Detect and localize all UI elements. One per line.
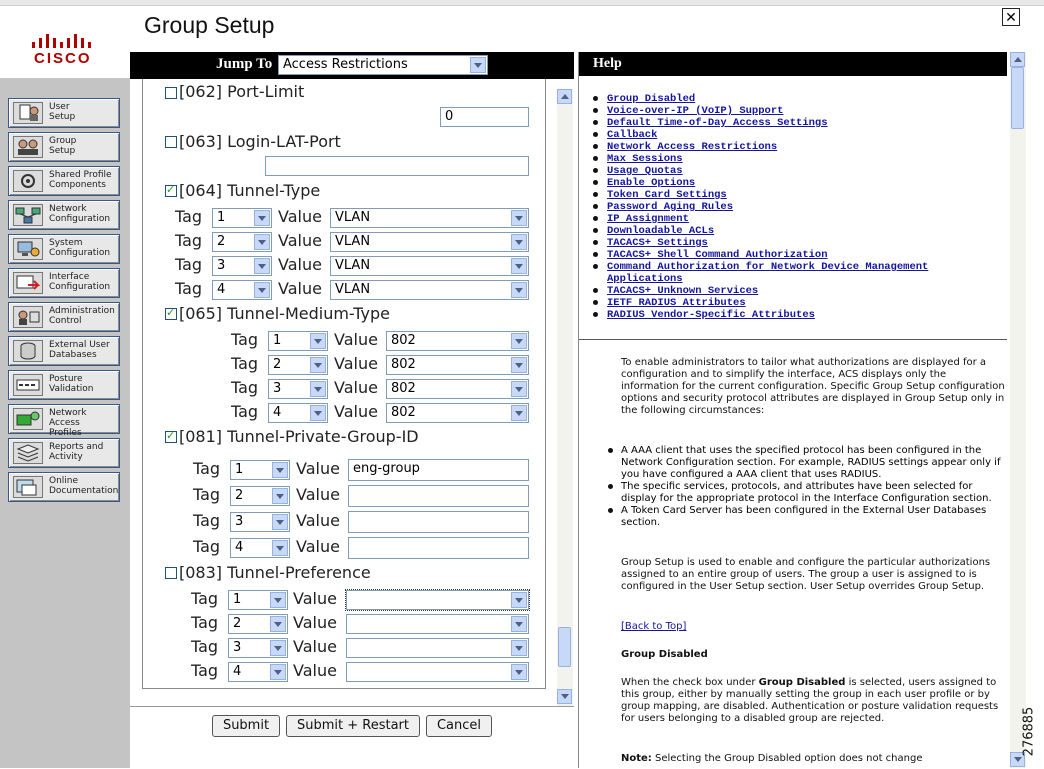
attr-065-checkbox[interactable]	[165, 308, 177, 320]
tag-label: Tag	[191, 637, 219, 656]
help-link[interactable]: Token Card Settings	[607, 189, 1007, 201]
tag-value: 2	[235, 488, 244, 503]
preference-value-select[interactable]	[346, 662, 529, 682]
network-config-icon	[13, 204, 43, 226]
help-group-disabled-paragraph	[621, 677, 1005, 725]
help-link[interactable]: Voice-over-IP (VoIP) Support	[607, 105, 1007, 117]
nav-administration-control[interactable]	[8, 302, 120, 332]
nav-reports-and-activity[interactable]	[8, 438, 120, 468]
nav-online-documentation[interactable]	[8, 472, 120, 502]
value-label: Value	[293, 661, 337, 680]
chevron-down-icon[interactable]	[310, 405, 326, 421]
tunnel-medium-tag-select[interactable]	[268, 379, 328, 399]
nav-label: Network Access Profiles	[49, 408, 87, 438]
help-intro: To enable administrators to tailor what authorizations are displayed for a configuration and to simplify the interface, ACS displays only the information for the current configuration. Specific Group Setup configuration options and security protocol attributes are displayed in Group Setup only in the following circumstances:	[621, 357, 1005, 416]
preference-value-select[interactable]	[346, 638, 529, 658]
value-text: VLAN	[335, 210, 371, 225]
help-title: Help	[579, 52, 1007, 76]
nav-label: External User Databases	[49, 340, 110, 360]
chevron-down-icon[interactable]	[270, 640, 286, 656]
chevron-down-icon[interactable]	[270, 592, 286, 608]
chevron-down-icon[interactable]	[254, 282, 270, 298]
tag-label: Tag	[231, 354, 259, 373]
help-divider	[579, 339, 1007, 340]
chevron-down-icon[interactable]	[511, 381, 527, 397]
nav-label: System Configuration	[49, 238, 111, 258]
tag-label: Tag	[175, 207, 203, 226]
tunnel-type-value-select[interactable]	[330, 232, 529, 252]
value-label: Value	[334, 330, 378, 349]
nav-label: Network Configuration	[49, 204, 111, 224]
value-text: VLAN	[335, 258, 371, 273]
cancel-button[interactable]: Cancel	[426, 715, 492, 737]
nav-external-user-databases[interactable]	[8, 336, 120, 366]
nav-group-setup[interactable]	[8, 132, 120, 162]
figure-number	[1021, 704, 1044, 764]
nav-interface-configuration[interactable]	[8, 268, 120, 298]
help-link[interactable]: IETF RADIUS Attributes	[607, 297, 1007, 309]
posture-icon	[13, 374, 43, 396]
preference-value-select[interactable]	[346, 614, 529, 634]
help-link[interactable]: Password Aging Rules	[607, 201, 1007, 213]
tunnel-type-tag-select[interactable]	[212, 208, 272, 228]
attr-064-checkbox[interactable]	[165, 185, 177, 197]
tag-value: 4	[233, 664, 242, 679]
help-link[interactable]: RADIUS Vendor-Specific Attributes	[607, 309, 1007, 321]
chevron-down-icon[interactable]	[272, 514, 288, 530]
value-label: Value	[334, 402, 378, 421]
nav-label: Online Documentation	[49, 476, 119, 496]
tunnel-medium-tag-select[interactable]	[268, 355, 328, 375]
tunnel-medium-value-select[interactable]	[386, 355, 529, 375]
group-setup-icon	[13, 136, 43, 158]
help-link[interactable]: TACACS+ Unknown Services	[607, 285, 1007, 297]
preference-tag-select[interactable]	[228, 638, 288, 658]
value-label: Value	[334, 378, 378, 397]
form-actions	[130, 706, 574, 769]
scroll-up-icon[interactable]	[1010, 52, 1025, 67]
help-section-title: Group Disabled	[621, 649, 708, 660]
tag-label: Tag	[175, 279, 203, 298]
tunnel-medium-tag-select[interactable]	[268, 403, 328, 423]
attr-081-label: [081] Tunnel-Private-Group-ID	[179, 427, 419, 446]
nav-network-configuration[interactable]	[8, 200, 120, 230]
group-id-value-input[interactable]	[348, 485, 529, 507]
scroll-up-icon[interactable]	[557, 89, 572, 104]
tunnel-type-tag-select[interactable]	[212, 280, 272, 300]
chevron-down-icon[interactable]	[511, 405, 527, 421]
help-link[interactable]: Group Disabled	[607, 93, 1007, 105]
interface-config-icon	[13, 272, 43, 294]
help-scrollbar[interactable]	[1010, 52, 1026, 768]
attr-063-label: [063] Login-LAT-Port	[179, 132, 341, 151]
nav-posture-validation[interactable]	[8, 370, 120, 400]
help-pane	[578, 52, 1029, 768]
jump-to-value: Access Restrictions	[283, 57, 408, 72]
group-id-tag-select[interactable]	[230, 512, 290, 532]
note-label: Note:	[621, 753, 652, 764]
nav-label: Administration Control	[49, 306, 115, 326]
chevron-down-icon[interactable]	[254, 258, 270, 274]
administration-icon	[13, 306, 43, 328]
group-id-value-input[interactable]	[348, 511, 529, 533]
left-navigation	[0, 78, 130, 768]
attr-062-checkbox[interactable]	[165, 87, 177, 99]
chevron-down-icon[interactable]	[272, 488, 288, 504]
value-label: Value	[278, 207, 322, 226]
page-title: Group Setup	[144, 12, 275, 38]
group-id-tag-select[interactable]	[230, 538, 290, 558]
preference-tag-select[interactable]	[228, 614, 288, 634]
tunnel-type-value-select[interactable]	[330, 280, 529, 300]
tunnel-type-value-select[interactable]	[330, 208, 529, 228]
value-label: Value	[334, 354, 378, 373]
nav-system-configuration[interactable]	[8, 234, 120, 264]
tag-value: 4	[217, 282, 226, 297]
system-config-icon	[13, 238, 43, 260]
value-label: Value	[293, 613, 337, 632]
chevron-down-icon[interactable]	[511, 640, 527, 656]
value-label: Value	[293, 589, 337, 608]
help-bullet-list	[621, 445, 1005, 529]
tag-label: Tag	[231, 378, 259, 397]
tag-label: Tag	[191, 613, 219, 632]
jump-to-bar	[130, 52, 574, 79]
nav-network-access-profiles[interactable]	[8, 404, 120, 438]
group-id-value-input[interactable]: eng-group	[348, 459, 529, 481]
tag-value: 2	[233, 616, 242, 631]
chevron-down-icon[interactable]	[254, 210, 270, 226]
tag-label: Tag	[231, 330, 259, 349]
value-label: Value	[296, 485, 340, 504]
chevron-down-icon[interactable]	[254, 234, 270, 250]
para-bold: Group Disabled	[758, 677, 846, 688]
preference-value-select[interactable]	[346, 590, 529, 610]
note-text: Selecting the Group Disabled option does not change	[651, 753, 923, 764]
network-access-icon	[13, 408, 43, 430]
submit-button[interactable]: Submit	[212, 715, 280, 737]
chevron-down-icon[interactable]	[272, 540, 288, 556]
value-label: Value	[296, 459, 340, 478]
help-topic-links	[607, 93, 1007, 321]
value-text: VLAN	[335, 234, 371, 249]
tag-label: Tag	[191, 589, 219, 608]
chevron-down-icon[interactable]	[270, 616, 286, 632]
value-label: Value	[278, 231, 322, 250]
tag-value: 4	[273, 405, 282, 420]
help-bullet: A Token Card Server has been configured in the External User Databases section.	[621, 505, 1005, 529]
tunnel-medium-value-select[interactable]	[386, 403, 529, 423]
tag-value: 2	[217, 234, 226, 249]
help-link[interactable]: Usage Quotas	[607, 165, 1007, 177]
cisco-bars-icon	[30, 30, 100, 50]
value-text: 802	[391, 333, 416, 348]
window-top-edge	[0, 0, 1044, 6]
cisco-wordmark: CISCO	[34, 50, 92, 67]
chevron-down-icon[interactable]	[511, 616, 527, 632]
nav-label: Reports and Activity	[49, 442, 104, 462]
attr-083-label: [083] Tunnel-Preference	[179, 563, 371, 582]
help-bullet: A AAA client that uses the specified protocol has been configured in the Network Configuration section. For example, RADIUS settings appear only if you have configured a AAA client that uses RADIUS.	[621, 445, 1005, 481]
attr-081-checkbox[interactable]	[165, 431, 177, 443]
attr-083-checkbox[interactable]	[165, 567, 177, 579]
chevron-down-icon[interactable]	[511, 664, 527, 680]
chevron-down-icon[interactable]	[511, 357, 527, 373]
tag-label: Tag	[193, 485, 221, 504]
help-link[interactable]: Max Sessions	[607, 153, 1007, 165]
back-to-top-link[interactable]: [Back to Top]	[621, 621, 687, 632]
help-link[interactable]: Command Authorization for Network Device Management Applications	[607, 261, 1007, 285]
value-text: 802	[391, 381, 416, 396]
help-group-setup-paragraph: Group Setup is used to enable and configure the particular authorizations assigned to an entire group of users. The group a user is assigned to is configured in the User Setup section. User Setup overrides Group Setup.	[621, 557, 991, 592]
para-text: is selected, users assigned to this group, either by manually setting the group in each user profile or by group mapping, are disabled. Authentication or posture validation requests for users belonging to a disabled group are rejected.	[621, 677, 999, 724]
tag-label: Tag	[193, 459, 221, 478]
tag-value: 1	[235, 462, 244, 477]
user-setup-icon	[13, 102, 43, 124]
chevron-down-icon[interactable]	[511, 258, 527, 274]
help-link[interactable]: Enable Options	[607, 177, 1007, 189]
tag-label: Tag	[191, 661, 219, 680]
chevron-down-icon[interactable]	[270, 664, 286, 680]
value-label: Value	[293, 637, 337, 656]
tag-value: 1	[273, 333, 282, 348]
preference-tag-select[interactable]	[228, 662, 288, 682]
chevron-down-icon[interactable]	[511, 210, 527, 226]
login-lat-port-input[interactable]	[265, 156, 529, 176]
tag-value: 1	[233, 592, 242, 607]
nav-shared-profile-components[interactable]	[8, 166, 120, 196]
tag-value: 3	[273, 381, 282, 396]
scrollbar-thumb[interactable]	[558, 627, 571, 667]
tunnel-medium-value-select[interactable]	[386, 331, 529, 351]
group-id-value-input[interactable]	[348, 537, 529, 559]
figure-number-text: 276885	[1021, 706, 1037, 757]
tag-value: 3	[235, 514, 244, 529]
help-link[interactable]: IP Assignment	[607, 213, 1007, 225]
help-bullet: The specific services, protocols, and attributes have been selected for display for the appropriate protocol in the Interface Configuration section.	[621, 481, 1005, 505]
chevron-down-icon[interactable]	[310, 381, 326, 397]
external-db-icon	[13, 340, 43, 362]
attr-062-label: [062] Port-Limit	[179, 82, 305, 101]
tag-value: 3	[233, 640, 242, 655]
content-scrollbar[interactable]	[557, 89, 573, 706]
nav-label: Posture Validation	[49, 374, 94, 394]
help-link[interactable]: Network Access Restrictions	[607, 141, 1007, 153]
group-settings-panel	[130, 79, 574, 706]
tag-value: 3	[217, 258, 226, 273]
shared-profile-icon	[13, 170, 43, 192]
value-label: Value	[296, 537, 340, 556]
tunnel-medium-value-select[interactable]	[386, 379, 529, 399]
close-button[interactable]: ✕	[1002, 8, 1020, 26]
para-text: When the check box under	[621, 677, 759, 688]
help-note	[621, 753, 1005, 765]
help-link[interactable]: TACACS+ Shell Command Authorization	[607, 249, 1007, 261]
nav-label: Shared Profile Components	[49, 170, 112, 190]
jump-to-select[interactable]	[278, 55, 488, 75]
tunnel-type-tag-select[interactable]	[212, 232, 272, 252]
tag-label: Tag	[193, 537, 221, 556]
scroll-down-icon[interactable]	[557, 689, 572, 704]
chevron-down-icon[interactable]	[511, 234, 527, 250]
tunnel-medium-tag-select[interactable]	[268, 331, 328, 351]
chevron-down-icon[interactable]	[511, 282, 527, 298]
submit-restart-button[interactable]: Submit + Restart	[286, 715, 420, 737]
jump-to-label: Jump To	[216, 56, 273, 72]
chevron-down-icon[interactable]	[310, 357, 326, 373]
value-label: Value	[278, 279, 322, 298]
value-label: Value	[296, 511, 340, 530]
value-text: VLAN	[335, 282, 371, 297]
tag-value: 4	[235, 540, 244, 555]
attributes-frame	[142, 79, 546, 689]
attr-064-label: [064] Tunnel-Type	[179, 181, 321, 200]
chevron-down-icon[interactable]	[272, 462, 288, 478]
nav-label: Interface Configuration	[49, 272, 111, 292]
tag-value: 2	[273, 357, 282, 372]
chevron-down-icon[interactable]	[470, 57, 486, 73]
value-text: 802	[391, 405, 416, 420]
preference-tag-select[interactable]	[228, 590, 288, 610]
nav-label: Group Setup	[49, 136, 77, 156]
help-link[interactable]: TACACS+ Settings	[607, 237, 1007, 249]
help-link[interactable]: Downloadable ACLs	[607, 225, 1007, 237]
chevron-down-icon[interactable]	[511, 592, 527, 608]
chevron-down-icon[interactable]	[310, 333, 326, 349]
tag-label: Tag	[175, 255, 203, 274]
attr-063-checkbox[interactable]	[165, 136, 177, 148]
port-limit-input[interactable]: 0	[440, 107, 529, 127]
value-text: 802	[391, 357, 416, 372]
nav-user-setup[interactable]	[8, 98, 120, 128]
attr-065-label: [065] Tunnel-Medium-Type	[179, 304, 390, 323]
chevron-down-icon[interactable]	[511, 333, 527, 349]
tag-label: Tag	[175, 231, 203, 250]
tag-label: Tag	[193, 511, 221, 530]
tunnel-type-value-select[interactable]	[330, 256, 529, 276]
tag-value: 1	[217, 210, 226, 225]
cisco-logo	[0, 6, 130, 78]
tag-label: Tag	[231, 402, 259, 421]
group-id-tag-select[interactable]	[230, 486, 290, 506]
group-id-tag-select[interactable]	[230, 460, 290, 480]
scrollbar-thumb[interactable]	[1011, 67, 1024, 129]
help-link[interactable]: Callback	[607, 129, 1007, 141]
nav-label: User Setup	[49, 102, 76, 122]
reports-icon	[13, 442, 43, 464]
value-label: Value	[278, 255, 322, 274]
tunnel-type-tag-select[interactable]	[212, 256, 272, 276]
help-link[interactable]: Default Time-of-Day Access Settings	[607, 117, 1007, 129]
online-docs-icon	[13, 476, 43, 498]
